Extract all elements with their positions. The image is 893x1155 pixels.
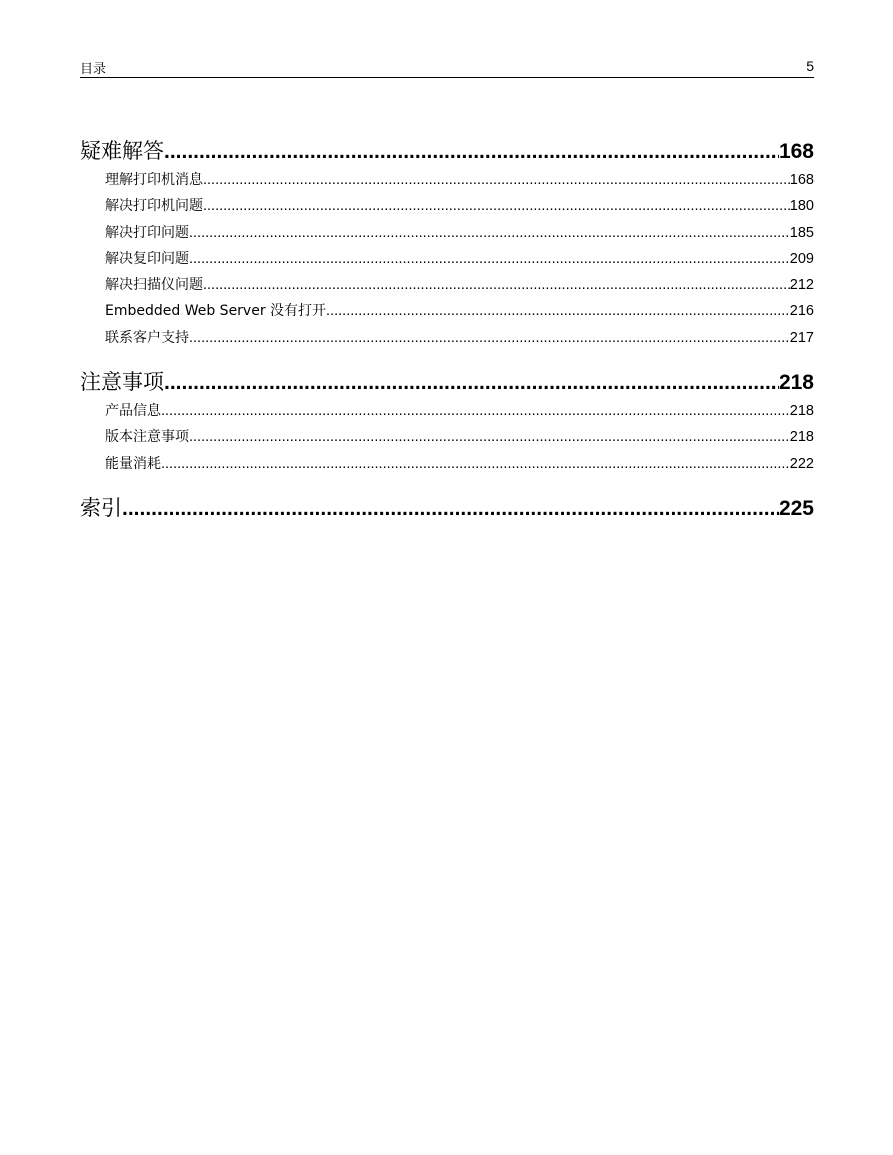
- toc-entry-title: 解决复印问题: [105, 250, 189, 267]
- toc-section: [80, 367, 814, 477]
- toc-entry[interactable]: [80, 325, 814, 351]
- toc-chapter-page: 225: [778, 496, 814, 520]
- toc-chapter-title: 注意事项: [80, 370, 164, 395]
- toc-entry[interactable]: [80, 193, 814, 219]
- toc-entry-page: 218: [789, 429, 814, 446]
- toc-entry-title: 解决扫描仪问题: [105, 277, 203, 294]
- toc-entry[interactable]: [80, 272, 814, 298]
- toc-entry-title: 版本注意事项: [105, 429, 189, 446]
- toc-entry-title: 解决打印机问题: [105, 198, 203, 215]
- toc-entry[interactable]: [80, 167, 814, 193]
- dot-leader: [164, 367, 779, 398]
- toc-section: [80, 493, 814, 524]
- toc-entry-page: 218: [789, 403, 814, 420]
- toc-entry-page: 209: [789, 250, 814, 267]
- toc-section: [80, 136, 814, 351]
- dot-leader: [203, 272, 790, 298]
- toc-entry-title: 能量消耗: [105, 455, 161, 472]
- toc-entry-title: 联系客户支持: [105, 329, 189, 346]
- toc-entry-title: 产品信息: [105, 403, 161, 420]
- toc-entry-title: 理解打印机消息: [105, 172, 203, 188]
- dot-leader: [189, 220, 790, 246]
- dot-leader: [203, 193, 790, 219]
- toc-entry[interactable]: [80, 398, 814, 424]
- dot-leader: [161, 451, 790, 477]
- toc-entry-page: 212: [789, 277, 814, 294]
- toc-entry-page: 222: [789, 455, 814, 472]
- dot-leader: [161, 398, 790, 424]
- dot-leader: [164, 136, 779, 167]
- toc-entry[interactable]: [80, 451, 814, 477]
- toc-chapter-page: 168: [778, 140, 814, 163]
- toc-entry[interactable]: [80, 220, 814, 246]
- toc-entry-page: 168: [789, 172, 814, 188]
- toc-chapter-entry[interactable]: [80, 367, 814, 398]
- dot-leader: [203, 167, 790, 193]
- toc-entry[interactable]: [80, 298, 814, 324]
- dot-leader: [326, 298, 790, 324]
- toc-chapter-title: 疑难解答: [80, 139, 164, 163]
- toc-entry[interactable]: [80, 424, 814, 450]
- toc-chapter-entry[interactable]: [80, 493, 814, 524]
- toc-chapter-entry[interactable]: [80, 136, 814, 167]
- table-of-contents: [80, 136, 814, 540]
- toc-entry-title: 解决打印问题: [105, 224, 189, 241]
- page-header: [80, 58, 814, 78]
- toc-entry-page: 216: [789, 303, 814, 320]
- dot-leader: [122, 493, 779, 524]
- toc-entry-page: 185: [789, 224, 814, 241]
- toc-entry-title: Embedded Web Server 没有打开: [105, 303, 327, 320]
- dot-leader: [189, 424, 790, 450]
- toc-entry-page: 180: [789, 198, 814, 215]
- dot-leader: [189, 325, 790, 351]
- toc-chapter-page: 218: [778, 371, 814, 395]
- toc-entry-page: 217: [789, 329, 814, 346]
- toc-entry[interactable]: [80, 246, 814, 272]
- header-title: 目录: [80, 62, 107, 77]
- toc-chapter-title: 索引: [80, 495, 122, 520]
- dot-leader: [189, 246, 790, 272]
- header-page-number: 5: [806, 58, 814, 74]
